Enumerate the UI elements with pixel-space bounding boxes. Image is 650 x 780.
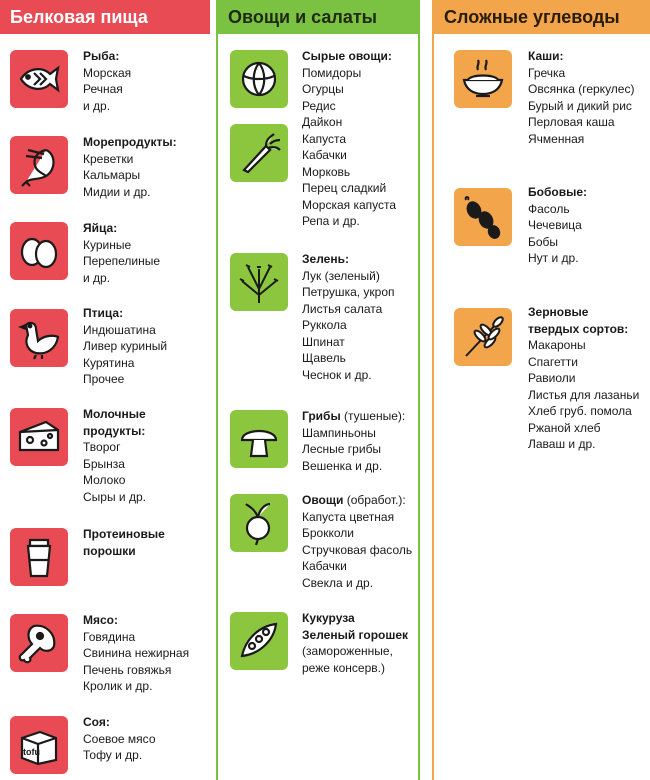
list-item: Кабачки — [302, 559, 347, 573]
list-item: Фасоль — [528, 201, 570, 216]
list-item: Щавель — [302, 351, 346, 365]
list-item: Говядина — [83, 629, 136, 644]
list-item: Перепелиные — [83, 254, 161, 268]
mushrooms-title-note: (тушеные): — [340, 409, 406, 423]
list-item: Лесные грибы — [302, 442, 382, 456]
greens-title: Зелень: — [302, 252, 349, 266]
list-item: Бурый и дикий рис — [528, 98, 632, 113]
list-item: Макароны — [528, 338, 586, 352]
list-item: Сыры и др. — [83, 489, 146, 504]
list-item: реже консерв.) — [302, 660, 385, 675]
fish-title: Рыба: — [83, 49, 120, 63]
list-item: и др. — [83, 270, 111, 285]
list-item: Молоко — [83, 473, 126, 487]
processed-vegetables-title-note: (обработ.): — [343, 493, 406, 507]
list-item: Редис — [302, 98, 336, 113]
list-item: Ржаной хлеб — [528, 420, 601, 435]
list-item: Тофу и др. — [83, 748, 143, 762]
list-item: Печень говяжья — [83, 662, 172, 677]
list-item: Кальмары — [83, 168, 141, 182]
list-item: Морская капуста — [302, 197, 397, 212]
vegetables-header: Овощи и салаты — [218, 0, 418, 34]
list-item: Равиоли — [528, 371, 576, 385]
list-item: Лук (зеленый) — [302, 268, 380, 283]
corn-peas-title-line1: Кукуруза — [302, 611, 355, 625]
list-item: Соевое мясо — [83, 731, 156, 746]
list-item: Шампиньоны — [302, 425, 376, 440]
list-item: Листья для лазаньи — [528, 387, 640, 402]
raw-vegetables-title: Сырые овощи: — [302, 49, 392, 63]
poultry-title: Птица: — [83, 306, 124, 320]
shrimp-icon — [10, 136, 68, 194]
list-item: Кролик и др. — [83, 679, 153, 693]
list-item: Вешенка и др. — [302, 458, 383, 473]
eggs-icon — [10, 222, 68, 280]
list-item: Свекла и др. — [302, 575, 374, 590]
carbs-column — [432, 0, 650, 780]
list-item: Перец сладкий — [302, 181, 387, 195]
list-item: Петрушка, укроп — [302, 285, 395, 299]
cheese-icon — [10, 408, 68, 466]
list-item: и др. — [83, 98, 111, 113]
list-item: Креветки — [83, 151, 134, 166]
list-item: Спагетти — [528, 354, 578, 369]
whole-grains-title-line1: Зерновые — [528, 305, 589, 319]
carbs-header: Сложные углеводы — [434, 0, 650, 34]
wheat-icon — [454, 308, 512, 366]
cabbage-icon — [230, 50, 288, 108]
seafood-title: Морепродукты: — [83, 135, 177, 149]
list-item: Брокколи — [302, 526, 354, 540]
dairy-title-line2: продукты: — [83, 423, 146, 438]
list-item: (замороженные, — [302, 644, 393, 658]
list-item: Мидии и др. — [83, 184, 151, 199]
list-item: Дайкон — [302, 115, 343, 129]
eggs-title: Яйца: — [83, 221, 118, 235]
list-item: Курятина — [83, 355, 135, 370]
soy-title: Соя: — [83, 715, 110, 729]
list-item: Помидоры — [302, 65, 362, 80]
fish-icon — [10, 50, 68, 108]
list-item: Брынза — [83, 456, 125, 471]
list-item: Кабачки — [302, 148, 347, 162]
list-item: Шпинат — [302, 334, 345, 349]
pea-pod-icon — [230, 612, 288, 670]
list-item: Стручковая фасоль — [302, 542, 413, 557]
porridge-title: Каши: — [528, 49, 564, 63]
list-item: Морская — [83, 65, 132, 80]
list-item: Свинина нежирная — [83, 646, 190, 660]
mushroom-icon — [230, 410, 288, 468]
protein-header: Белковая пища — [0, 0, 210, 34]
list-item: Куриные — [83, 237, 132, 252]
svg-text:tofu: tofu — [23, 747, 40, 757]
shaker-icon — [10, 528, 68, 586]
list-item: Лаваш и др. — [528, 437, 596, 451]
list-item: Капуста — [302, 131, 347, 146]
list-item: Гречка — [528, 65, 566, 80]
list-item: Хлеб груб. помола — [528, 404, 632, 418]
list-item: Бобы — [528, 234, 559, 249]
corn-peas-title-line2: Зеленый горошек — [302, 627, 409, 642]
list-item: Овсянка (геркулес) — [528, 82, 635, 96]
list-item: Ячменная — [528, 131, 585, 146]
dairy-title-line1: Молочные — [83, 407, 146, 421]
list-item: Нут и др. — [528, 251, 579, 265]
list-item: Руккола — [302, 318, 347, 332]
list-item: Чечевица — [528, 218, 582, 232]
whole-grains-title-line2: твердых сортов: — [528, 321, 629, 336]
list-item: Индюшатина — [83, 322, 156, 337]
list-item: Ливер куриный — [83, 339, 168, 353]
list-item: Перловая каша — [528, 115, 615, 129]
list-item: Чеснок и др. — [302, 367, 372, 382]
list-item: Прочее — [83, 372, 125, 386]
beet-icon — [230, 494, 288, 552]
meat-title: Мясо: — [83, 613, 118, 627]
carrot-icon — [230, 124, 288, 182]
bird-icon — [10, 309, 68, 367]
vegetables-column — [216, 0, 420, 780]
drumstick-icon — [10, 614, 68, 672]
legumes-title: Бобовые: — [528, 185, 587, 199]
list-item: Капуста цветная — [302, 509, 395, 524]
porridge-bowl-icon — [454, 50, 512, 108]
herbs-icon — [230, 253, 288, 311]
mushrooms-title: Грибы — [302, 409, 341, 423]
protein-powder-title-line2: порошки — [83, 543, 136, 558]
tofu-box-icon — [10, 716, 68, 774]
processed-vegetables-title: Овощи — [302, 493, 344, 507]
protein-column — [0, 0, 210, 780]
list-item: Речная — [83, 82, 123, 96]
list-item: Листья салата — [302, 301, 383, 316]
list-item: Творог — [83, 440, 121, 454]
list-item: Репа и др. — [302, 214, 360, 228]
list-item: Морковь — [302, 164, 351, 179]
protein-powder-title-line1: Протеиновые — [83, 527, 165, 541]
list-item: Огурцы — [302, 82, 344, 96]
beans-icon — [454, 188, 512, 246]
